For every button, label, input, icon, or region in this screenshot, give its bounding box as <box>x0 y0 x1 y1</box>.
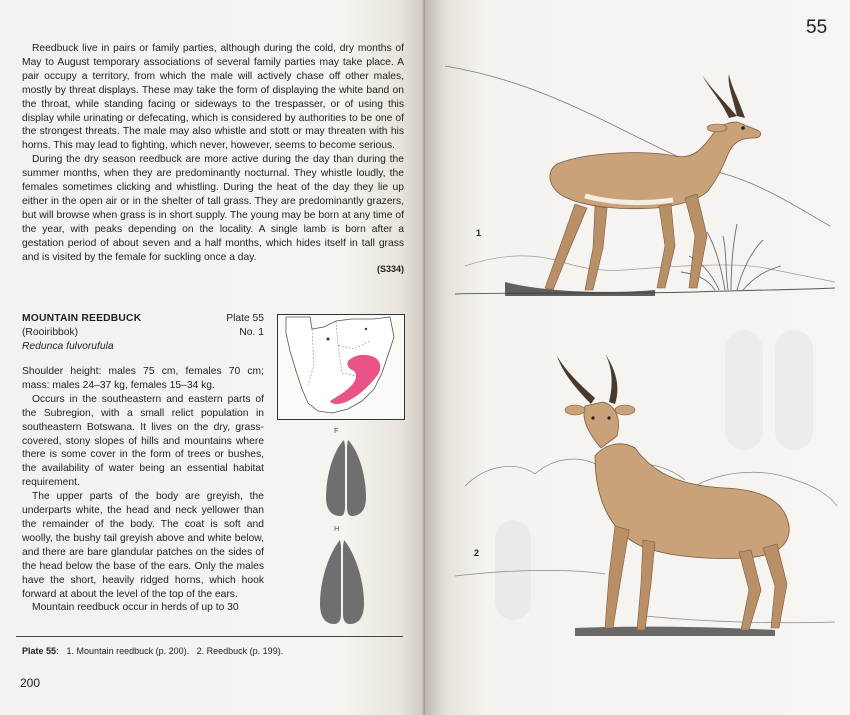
caption-item-1: 1. Mountain reedbuck (p. 200). <box>66 646 190 656</box>
species-name: MOUNTAIN REEDBUCK <box>22 313 142 324</box>
right-page-number: 55 <box>806 17 828 38</box>
species-common-alt: (Rooiribbok) <box>22 327 79 338</box>
plate-number: No. 1 <box>239 327 264 338</box>
reference-code: (S334) <box>376 263 404 274</box>
mountain-reedbuck-illustration <box>545 74 761 290</box>
species-latin: Redunca fulvorufula <box>22 341 114 352</box>
reedbuck-illustration <box>557 354 789 630</box>
southern-africa-map <box>278 315 404 419</box>
plate-caption <box>22 646 283 656</box>
plate-reference <box>200 312 264 340</box>
species-text <box>22 365 264 615</box>
caption-rule <box>16 636 403 637</box>
caption-label: Plate 55: <box>22 646 60 656</box>
species-paragraph-3: The upper parts of the body are greyish, the underparts white, the head and neck yellower than the remainder of the body. The coat is soft and woolly, the bushy tail greyish above and white below, and there are bare glandular patches on the sides of the head below the base of the ears. Only the males have the short, heavily ridged horns, which hook forward at about the level of the top of the ears. <box>22 491 264 600</box>
plate-label: Plate 55 <box>226 313 264 324</box>
figure-number-1: 1 <box>476 228 482 238</box>
track-label-front: F <box>334 426 339 435</box>
front-hoof-track-icon <box>320 436 372 520</box>
intro-text <box>22 42 404 276</box>
track-label-hind: H <box>334 524 340 533</box>
species-paragraph-1: Shoulder height: males 75 cm, females 70 cm; mass: males 24–37 kg, females 15–34 kg. <box>22 366 264 391</box>
intro-paragraph-1: Reedbuck live in pairs or family parties, although during the cold, dry months of May to August temporary associations of several family parties may take place. A pair occupy a territory, from which the male will actively chase off other males, mostly by threat displays. These may take the form of displaying the white band on the throat, while standing facing or sideways to the trespasser, or of using this display while urinating or defecating, which is considered by authorities to be one of the strongest threats. The male may also whistle and stott or may threaten with his horns. This may lead to fighting, which never, however, seems to become serious. <box>22 43 404 152</box>
hind-hoof-track-icon <box>316 536 368 628</box>
species-paragraph-2: Occurs in the southeastern and eastern parts of the Subregion, with a small relict population in southeastern Botswana. It lives on the dry, grass-covered, stony slopes of hills and mountains where there is some cover in the form of trees or bushes, the availability of water being an essential habitat requirement. <box>22 393 264 489</box>
plate-illustration <box>445 56 840 646</box>
left-page-number: 200 <box>20 676 41 690</box>
intro-paragraph-2: During the dry season reedbuck are more active during the day than during the summer months, when they are predominantly nocturnal. They whistle loudly, the females sometimes clicking and whistling. During the heat of the day they lie up either in the open air or in the shelter of tall grass. They are predominantly grazers, but will browse when grass is in short supply. The young may be born at any time of the year, with peaks depending on the locality. A single lamb is born after a gestation period of about seven and a half months, which hides itself in tall grass and is visited by the female for suckling once a day. <box>22 154 404 263</box>
caption-item-2: 2. Reedbuck (p. 199). <box>196 646 284 656</box>
distribution-map <box>277 314 405 420</box>
figure-number-2: 2 <box>474 548 480 558</box>
species-paragraph-4: Mountain reedbuck occur in herds of up to 30 <box>32 602 239 614</box>
